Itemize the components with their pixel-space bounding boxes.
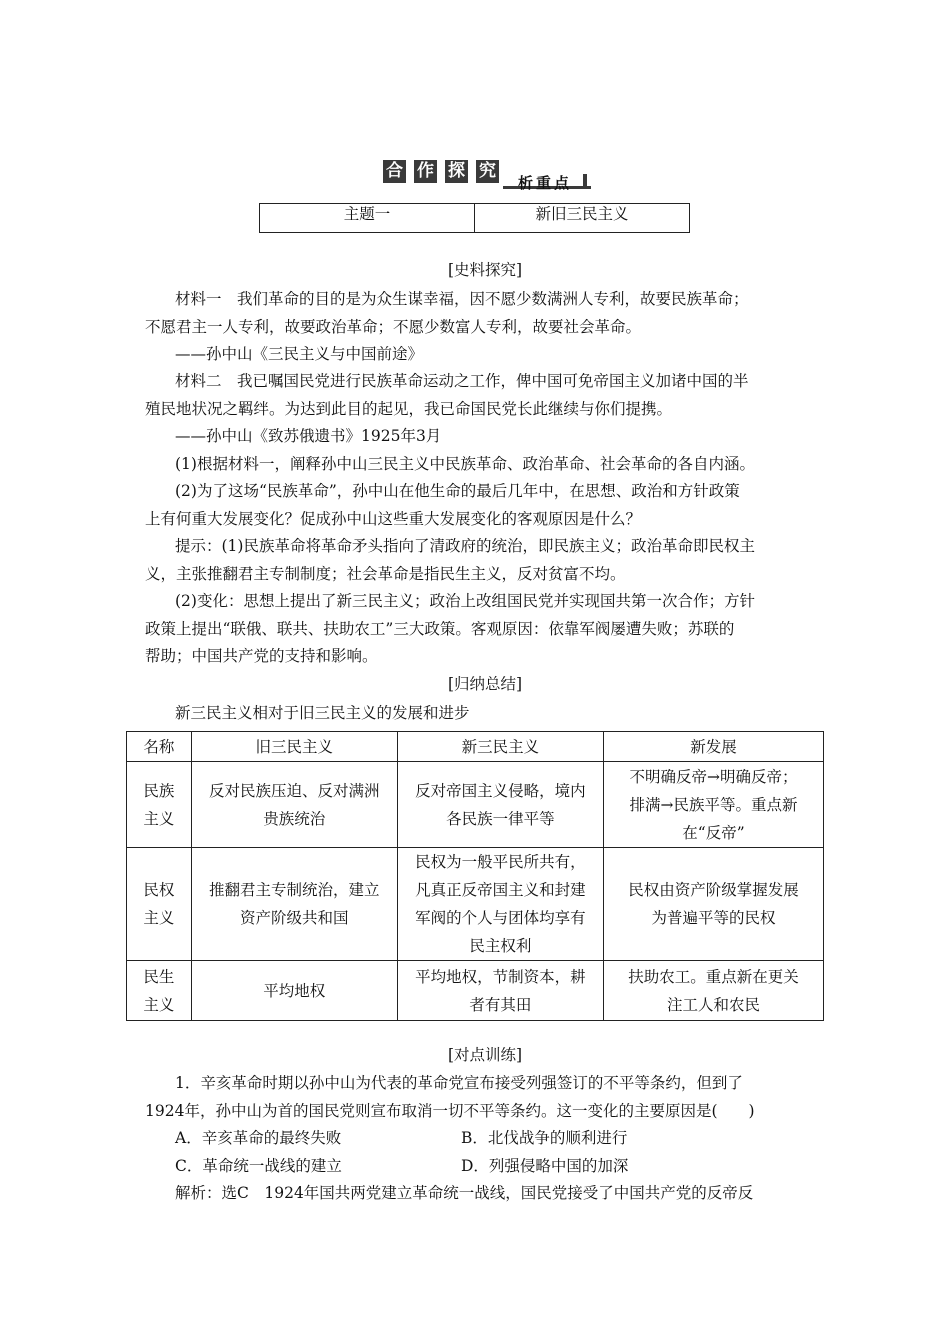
header-new: 新三民主义 <box>397 732 603 762</box>
section-banner <box>383 160 598 190</box>
material1-line1: 材料一 我们革命的目的是为众生谋幸福，因不愿少数满洲人专利，故要民族革命； <box>175 290 749 308</box>
header-development: 新发展 <box>603 732 823 762</box>
practice-question-line1: 1．辛亥革命时期以孙中山为代表的革命党宣布接受列强签订的不平等条约，但到了 <box>175 1074 743 1092</box>
option-d: D．列强侵略中国的加深 <box>461 1157 629 1175</box>
banner-char-4: 究 <box>476 160 499 183</box>
analysis-line: 解析：选C 1924年国共两党建立革命统一战线，国民党接受了中国共产党的反帝反 <box>175 1184 754 1202</box>
cell-new: 民权为一般平民所共有， 凡真正反帝国主义和封建 军阀的个人与团体均享有 民主权利 <box>397 848 603 961</box>
answer2-line2: 政策上提出“联俄、联共、扶助农工”三大政策。客观原因：依靠军阀屡遭失败；苏联的 <box>145 620 735 638</box>
cell-old: 反对民族压迫、反对满洲 贵族统治 <box>191 762 397 848</box>
heading-summary: [归纳总结] <box>448 675 523 693</box>
cell-development: 不明确反帝→明确反帝； 排满→民族平等。重点新 在“反帝” <box>603 762 823 848</box>
summary-intro: 新三民主义相对于旧三民主义的发展和进步 <box>175 704 470 722</box>
banner-tick <box>583 174 587 189</box>
cell-new: 反对帝国主义侵略，境内 各民族一律平等 <box>397 762 603 848</box>
cell-name: 民权 主义 <box>127 848 192 961</box>
cell-development: 扶助农工。重点新在更关 注工人和农民 <box>603 961 823 1021</box>
question2-line2: 上有何重大发展变化？促成孙中山这些重大发展变化的客观原因是什么？ <box>145 510 642 528</box>
heading-practice: [对点训练] <box>448 1046 523 1064</box>
cell-name: 民族 主义 <box>127 762 192 848</box>
comparison-table <box>126 731 824 1021</box>
option-a: A．辛亥革命的最终失败 <box>175 1129 342 1147</box>
header-old: 旧三民主义 <box>191 732 397 762</box>
cell-development: 民权由资产阶级掌握发展 为普遍平等的民权 <box>603 848 823 961</box>
answer2-line1: (2)变化：思想上提出了新三民主义；政治上改组国民党并实现国共第一次合作；方针 <box>175 592 755 610</box>
banner-subtitle: 析重点 <box>518 174 573 192</box>
question2-line1: (2)为了这场“民族革命”，孙中山在他生命的最后几年中，在思想、政治和方针政策 <box>175 482 740 500</box>
answer1-line2: 义，主张推翻君主专制制度；社会革命是指民生主义，反对贫富不均。 <box>145 565 626 583</box>
answer1-line1: 提示：(1)民族革命将革命矛头指向了清政府的统治，即民族主义；政治革命即民权主 <box>175 537 755 555</box>
banner-char-3: 探 <box>445 160 468 183</box>
option-c: C．革命统一战线的建立 <box>175 1157 342 1175</box>
material2-line2: 殖民地状况之羁绊。为达到此目的起见，我已命国民党长此继续与你们提携。 <box>145 400 673 418</box>
material2-source: ——孙中山《致苏俄遗书》1925年3月 <box>175 427 442 445</box>
table-row <box>127 961 824 1021</box>
table-row <box>127 848 824 961</box>
cell-old: 推翻君主专制统治，建立 资产阶级共和国 <box>191 848 397 961</box>
question1: (1)根据材料一，阐释孙中山三民主义中民族革命、政治革命、社会革命的各自内涵。 <box>175 455 755 473</box>
header-name: 名称 <box>127 732 192 762</box>
topic-box <box>259 203 690 233</box>
heading-source-inquiry: [史料探究] <box>448 261 523 279</box>
table-header-row <box>127 732 824 762</box>
cell-new: 平均地权，节制资本，耕 者有其田 <box>397 961 603 1021</box>
cell-name: 民生 主义 <box>127 961 192 1021</box>
cell-old: 平均地权 <box>191 961 397 1021</box>
practice-question-line2: 1924年，孙中山为首的国民党则宣布取消一切不平等条约。这一变化的主要原因是( ) <box>145 1102 755 1120</box>
topic-name: 新旧三民主义 <box>535 205 629 223</box>
material1-line2: 不愿君主一人专利，故要政治革命；不愿少数富人专利，故要社会革命。 <box>145 318 642 336</box>
answer2-line3: 帮助；中国共产党的支持和影响。 <box>145 647 378 665</box>
banner-char-2: 作 <box>414 160 437 183</box>
table-row <box>127 762 824 848</box>
material1-source: ——孙中山《三民主义与中国前途》 <box>175 345 424 363</box>
material2-line1: 材料二 我已嘱国民党进行民族革命运动之工作，俾中国可免帝国主义加诸中国的半 <box>175 372 749 390</box>
banner-char-1: 合 <box>383 160 406 183</box>
topic-label: 主题一 <box>260 204 475 232</box>
option-b: B．北伐战争的顺利进行 <box>461 1129 628 1147</box>
